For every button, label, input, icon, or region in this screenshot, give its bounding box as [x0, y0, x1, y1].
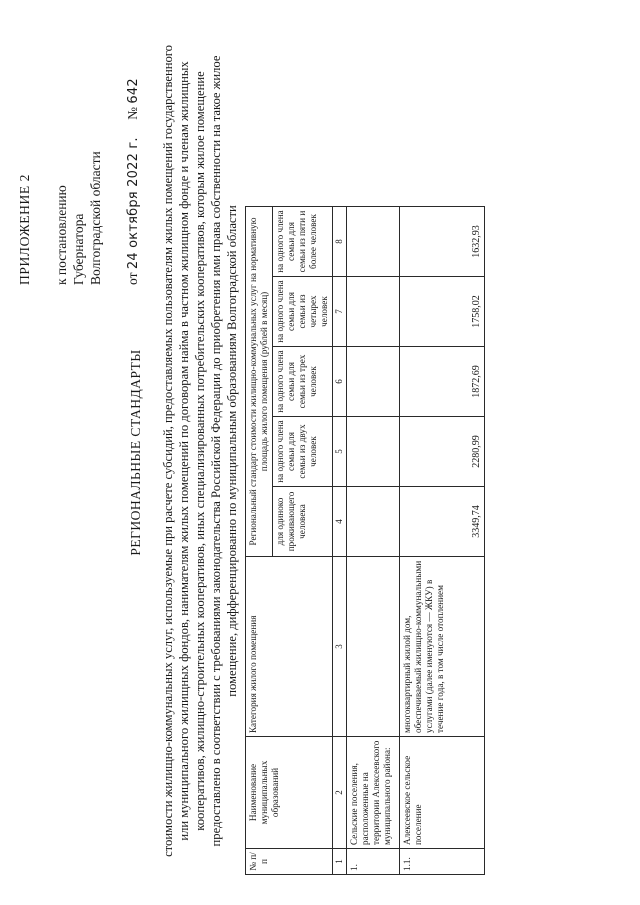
row-value	[347, 487, 400, 557]
governor-line: Губернатора	[71, 213, 86, 285]
appendix-label: ПРИЛОЖЕНИЕ 2	[17, 174, 32, 285]
row-value	[347, 277, 400, 347]
column-number: 4	[333, 487, 347, 557]
row-num: 1.	[347, 849, 400, 875]
row-value: 1632,93	[400, 207, 485, 277]
column-number: 2	[333, 737, 347, 849]
subheader-family-4: на одного члена семьи для семьи из четырех человек	[273, 277, 333, 347]
resolution-number: 642	[126, 78, 141, 104]
column-number: 8	[333, 207, 347, 277]
row-municipality: Сельские поселения, расположенные на территории Алексеевского муниципального района:	[347, 737, 400, 849]
table-row	[347, 207, 400, 875]
subheader-family-5: на одного члена семьи для семьи из пяти и более человек	[273, 207, 333, 277]
row-municipality: Алексеевское сельское поселение	[400, 737, 485, 849]
column-number: 5	[333, 417, 347, 487]
row-value: 2280,99	[400, 417, 485, 487]
subheader-family-2: на одного члена семьи для семьи из двух человек	[273, 417, 333, 487]
appendix-header	[16, 25, 142, 285]
number-label: №	[125, 107, 140, 120]
row-value	[347, 417, 400, 487]
row-category	[347, 557, 400, 737]
row-category: многоквартирный жилой дом, обеспечиваемый жилищно-коммунальными услугами (далее именуются — ЖКУ) в течение года, в том числе отоплением	[400, 557, 485, 737]
row-value	[347, 207, 400, 277]
table-header-row	[246, 207, 273, 875]
row-value: 1872,69	[400, 347, 485, 417]
row-value: 3349,74	[400, 487, 485, 557]
document-title: РЕГИОНАЛЬНЫЕ СТАНДАРТЫ	[128, 349, 143, 556]
column-number: 7	[333, 277, 347, 347]
row-num: 1.1.	[400, 849, 485, 875]
row-value: 1758,02	[400, 277, 485, 347]
date-prefix: от	[125, 272, 140, 285]
header-standard-group: Региональный стандарт стоимости жилищно-коммунальных услуг на нормативную площадь жилого помещения (рублей в месяц)	[246, 207, 273, 557]
column-number: 6	[333, 347, 347, 417]
header-municipality: Наименование муниципальных образований	[246, 737, 333, 849]
document-subtitle: стоимости жилищно-коммунальных услуг, используемые при расчете субсидий, предоставляемых пользователям жилых помещений государственного или муниципального жилищных фондов, нанимателям жилых помещений по договорам найма в частном жилищном фонде и членам жилищных кооперативов, жилищно-строительных кооперативов, иных специализированных потребительских кооперативов, которым жилое помещение предоставлено в соответствии с требованиями законодательства Российской Федерации до приобретения ими права собственности на такое жилое помещение, дифференцированно по муниципальным образованиям Волгоградской области	[161, 45, 239, 857]
subheader-single: для одиноко проживающего человека	[273, 487, 333, 557]
column-number-row	[333, 207, 347, 875]
column-number: 1	[333, 849, 347, 875]
subheader-family-3: на одного члена семьи для семьи из трех человек	[273, 347, 333, 417]
resolution-date: 24 октября 2022 г.	[126, 137, 141, 270]
row-value	[347, 347, 400, 417]
standards-table	[245, 206, 485, 875]
column-number: 3	[333, 557, 347, 737]
header-category: Категория жилого помещения	[246, 557, 333, 737]
header-num: № п/п	[246, 849, 333, 875]
table-row	[400, 207, 485, 875]
resolution-line: к постановлению	[54, 185, 69, 285]
region-line: Волгоградской области	[88, 151, 103, 285]
